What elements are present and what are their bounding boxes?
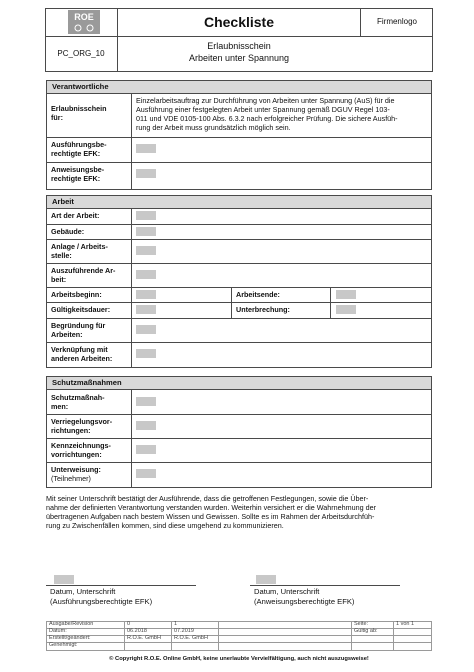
kennzeichnung-label-1: Kennzeichnungs- — [51, 441, 111, 450]
page-title: Checkliste — [203, 14, 275, 30]
auszufuehrende-label-2: beit: — [51, 275, 67, 284]
anlage-label-2: stelle: — [51, 251, 72, 260]
footer-cell: R.O.E. GmbH — [174, 635, 208, 641]
verantwortliche-row-line-1 — [46, 137, 432, 138]
gebaeude-label: Gebäude: — [51, 227, 85, 236]
arbeitsbeginn-field[interactable] — [136, 290, 156, 299]
ausf-efk-field[interactable] — [136, 144, 156, 153]
logo-mark-icon — [68, 23, 100, 33]
arbeit-row-line-5 — [46, 302, 432, 303]
unterweisung-label-1: Unterweisung: — [51, 465, 101, 474]
footer-row-line-3 — [46, 642, 432, 643]
footer-cell: R.O.E. GmbH — [127, 635, 161, 641]
auszufuehrende-field[interactable] — [136, 270, 156, 279]
unterbrechung-label: Unterbrechung: — [236, 305, 290, 314]
arbeit-row-line-7 — [46, 342, 432, 343]
schutz-heading: Schutzmaßnahmen — [47, 377, 431, 390]
arbeit-row-line-6 — [46, 318, 432, 319]
arbeit-row-line-2 — [46, 239, 432, 240]
unterweisung-field[interactable] — [136, 469, 156, 478]
subtitle-line-1: Erlaubnisschein — [207, 41, 271, 51]
signature-left-field[interactable] — [54, 575, 74, 584]
schutzmassnahmen-label-1: Schutzmaßnah- — [51, 393, 105, 402]
erlaubnisschein-label-2: für: — [51, 113, 63, 122]
anw-efk-label-1: Anweisungsbe- — [51, 165, 105, 174]
gueltigkeitsdauer-label: Gültigkeitsdauer: — [51, 305, 111, 314]
footer-col-1 — [124, 621, 125, 651]
erlaubnisschein-text-3: 011 und VDE 0105-100 Abs. 6.3.2 nach erfolgreicher Prüfung. Die sichere Ausfüh- — [136, 114, 398, 123]
erlaubnisschein-text-1: Einzelarbeitsauftrag zur Durchführung von Arbeiten unter Spannung (AuS) für die — [136, 96, 395, 105]
arbeit-row-line-4 — [46, 287, 432, 288]
footer-cell: Datum: — [49, 628, 67, 634]
doc-code: PC_ORG_10 — [57, 49, 105, 58]
footer-cell: Seite: — [354, 621, 369, 627]
art-field[interactable] — [136, 211, 156, 220]
anw-efk-label-2: rechtigte EFK: — [51, 174, 101, 183]
unterweisung-label-2: (Teilnehmer) — [51, 474, 91, 483]
verriegelung-label-2: richtungen: — [51, 426, 91, 435]
anlage-field[interactable] — [136, 246, 156, 255]
verknuepfung-field[interactable] — [136, 349, 156, 358]
footer-col-4 — [351, 621, 352, 651]
schutz-col — [131, 390, 132, 488]
footer-cell: 1 von 1 — [396, 621, 415, 627]
verriegelung-field[interactable] — [136, 421, 156, 430]
footer-cell: 0 — [127, 621, 131, 627]
kennzeichnung-field[interactable] — [136, 445, 156, 454]
ausf-efk-label-1: Ausführungsbe- — [51, 140, 107, 149]
arbeit-row-line-3 — [46, 263, 432, 264]
statement-line-3: übertragenen Aufgaben nach bestem Wissen und Gewissen. Sollte es im Rahmen der Arbeitsdurchfüh- — [46, 512, 375, 521]
arbeitsende-label: Arbeitsende: — [236, 290, 280, 299]
signature-right-field[interactable] — [256, 575, 276, 584]
anw-efk-field[interactable] — [136, 169, 156, 178]
copyright: © Copyright R.O.E. Online GmbH, keine unerlaubte Vervielfältigung, auch nicht auszugsweise! — [109, 656, 369, 662]
art-label: Art der Arbeit: — [51, 211, 100, 220]
footer-cell: Gültig ab: — [354, 628, 378, 634]
signature-right-line — [250, 585, 400, 586]
roe-logo — [68, 10, 100, 34]
footer-cell: 07.2019 — [174, 628, 194, 634]
schutzmassnahmen-field[interactable] — [136, 397, 156, 406]
arbeitsende-field[interactable] — [336, 290, 356, 299]
arbeit-col-1 — [131, 209, 132, 368]
anlage-label-1: Anlage / Arbeits- — [51, 242, 108, 251]
footer-cell: 1 — [174, 621, 178, 627]
roe-logo-text: ROE — [74, 12, 94, 22]
verriegelung-label-1: Verriegelungsvor- — [51, 417, 113, 426]
ausf-efk-label-2: rechtigte EFK: — [51, 149, 101, 158]
statement-line-1: Mit seiner Unterschrift bestätigt der Ausführende, dass die getroffenen Festlegungen, sowie die Über- — [46, 494, 369, 503]
statement-line-2: nahme der definierten Verantwortung verstanden wurden. Weiterhin versichert er die Wahrnehmung der — [46, 503, 377, 512]
signature-right-label-1: Datum, Unterschrift — [254, 587, 320, 596]
arbeit-row-line-1 — [46, 224, 432, 225]
begruendung-label-1: Begründung für — [51, 321, 106, 330]
verantwortliche-heading: Verantwortliche — [47, 81, 431, 94]
begruendung-label-2: Arbeiten: — [51, 330, 83, 339]
footer-table — [46, 621, 432, 651]
footer-cell: Erstellt/geändert: — [49, 635, 91, 641]
signature-left-label-2: (Ausführungsberechtigte EFK) — [50, 597, 153, 606]
arbeit-heading: Arbeit — [47, 196, 431, 209]
footer-cell: Genehmigt: — [49, 642, 78, 648]
schutz-row-line-3 — [46, 462, 432, 463]
begruendung-field[interactable] — [136, 325, 156, 334]
header-divider-h — [45, 36, 433, 37]
kennzeichnung-label-2: vorrichtungen: — [51, 450, 102, 459]
erlaubnisschein-text-2: Ausführung einer festgelegten Arbeit unter Spannung gemäß DGUV Regel 103- — [136, 105, 390, 114]
subtitle-line-2: Arbeiten unter Spannung — [188, 53, 290, 63]
schutz-row-line-2 — [46, 438, 432, 439]
verknuepfung-label-1: Verknüpfung mit — [51, 345, 108, 354]
erlaubnisschein-label-1: Erlaubnisschein — [51, 104, 107, 113]
gebaeude-field[interactable] — [136, 227, 156, 236]
schutzmassnahmen-label-2: men: — [51, 402, 69, 411]
footer-col-2 — [171, 621, 172, 651]
schutz-row-line-1 — [46, 414, 432, 415]
firmenlogo-text: Firmenlogo — [376, 17, 417, 26]
verantwortliche-row-line-2 — [46, 162, 432, 163]
gueltigkeitsdauer-field[interactable] — [136, 305, 156, 314]
footer-cell: Ausgabe/Revision — [49, 621, 94, 627]
footer-col-3 — [218, 621, 219, 651]
footer-col-5 — [393, 621, 394, 651]
erlaubnisschein-text-4: rung der Arbeit muss grundsätzlich möglich sein. — [136, 123, 291, 132]
verknuepfung-label-2: anderen Arbeiten: — [51, 354, 113, 363]
footer-cell: 06.2018 — [127, 628, 147, 634]
statement-line-4: rung zu Zwischenfällen kommen, sind diese umgehend zu kommunizieren. — [46, 521, 284, 530]
verantwortliche-col — [131, 94, 132, 190]
arbeitsbeginn-label: Arbeitsbeginn: — [51, 290, 102, 299]
signature-left-line — [46, 585, 196, 586]
auszufuehrende-label-1: Auszuführende Ar- — [51, 266, 116, 275]
footer-row-line-2 — [46, 635, 432, 636]
unterbrechung-field[interactable] — [336, 305, 356, 314]
signature-right-label-2: (Anweisungsberechtigte EFK) — [254, 597, 355, 606]
signature-left-label-1: Datum, Unterschrift — [50, 587, 116, 596]
